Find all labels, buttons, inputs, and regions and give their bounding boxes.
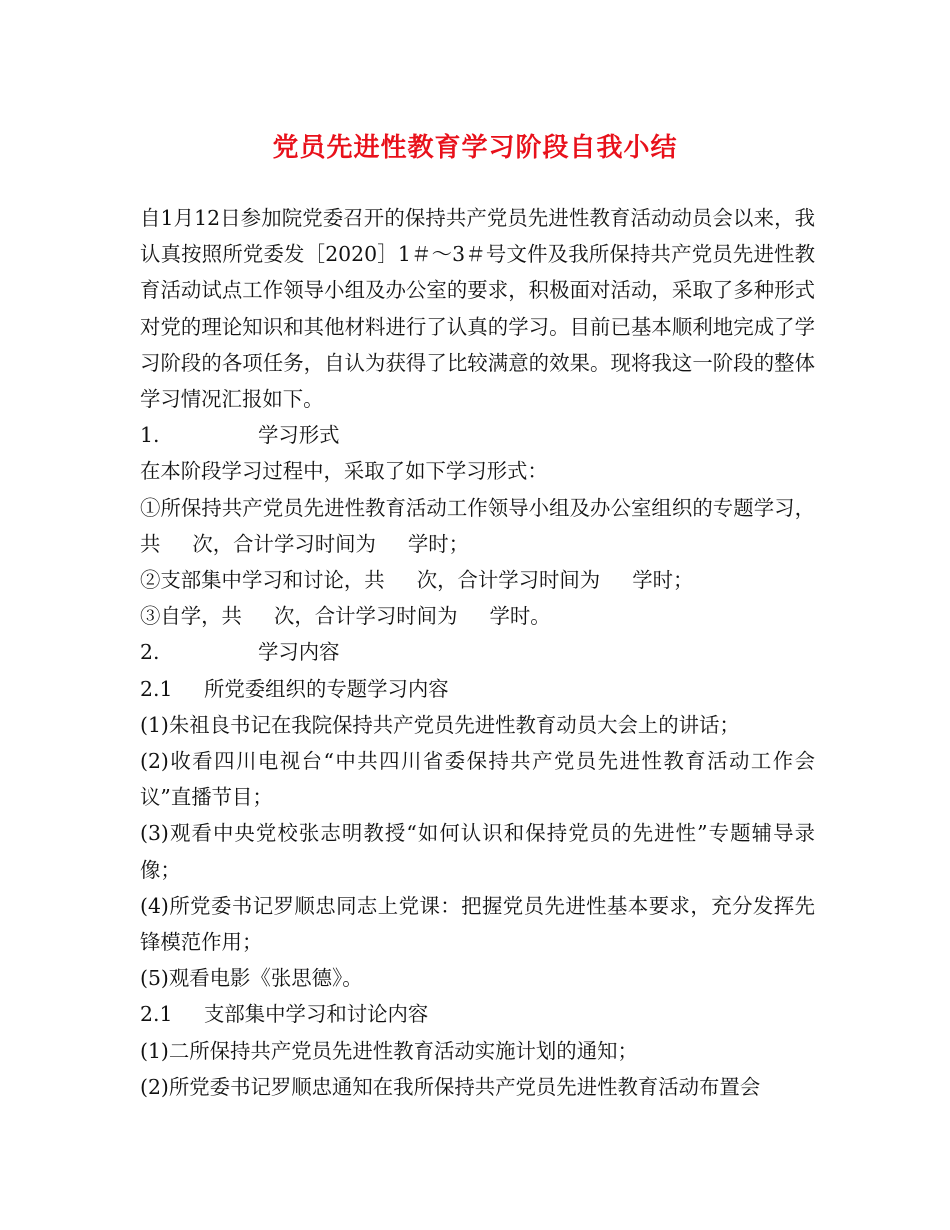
document-title: 党员先进性教育学习阶段自我小结 [272, 133, 678, 163]
list-item: (2)所党委书记罗顺忠通知在我所保持共产党员先进性教育活动布置会 [140, 1074, 761, 1099]
list-item: (4)所党委书记罗顺忠同志上党课：把握党员先进性基本要求，充分发挥先锋模范作用； [140, 893, 815, 955]
list-item: (2)收看四川电视台“中共四川省委保持共产党员先进性教育活动工作会议”直播节目； [140, 749, 815, 810]
list-item: (1)二所保持共产党员先进性教育活动实施计划的通知； [140, 1038, 638, 1063]
subsection-heading [140, 671, 815, 707]
item-text: 学时； [632, 568, 694, 593]
section-lead: 在本阶段学习过程中，采取了如下学习形式： [140, 459, 548, 484]
section-number: 1. [140, 423, 160, 448]
subsection-label: 所党委组织的专题学习内容 [204, 676, 449, 701]
study-form-item-2 [140, 562, 815, 598]
item-text: 学时。 [489, 604, 551, 629]
item-text: 次，合计学习时间为 [192, 531, 376, 556]
section-heading-1 [140, 417, 815, 453]
section-number: 2. [140, 640, 160, 665]
list-item: (1)朱祖良书记在我院保持共产党员先进性教育动员大会上的讲话； [140, 712, 740, 737]
item-text: ①所保持共产党员先进性教育活动工作领导小组及办公室组织的专题学习，共 [140, 495, 815, 556]
item-text: 次，合计学习时间为 [273, 604, 458, 629]
list-item: (3)观看中央党校张志明教授“如何认识和保持党员的先进性”专题辅导录像； [140, 821, 815, 882]
subsection-number: 2.1 [140, 1002, 173, 1027]
item-text: ②支部集中学习和讨论，共 [140, 568, 385, 593]
list-item: (5)观看电影《张思德》。 [140, 966, 363, 991]
item-text: 学时； [407, 531, 470, 556]
subsection-label: 支部集中学习和讨论内容 [204, 1002, 429, 1027]
study-form-item-1 [140, 490, 815, 562]
study-form-item-3 [140, 598, 815, 634]
document-body [140, 200, 815, 1105]
section-label: 学习内容 [258, 640, 340, 665]
item-text: 次，合计学习时间为 [416, 568, 601, 593]
section-label: 学习形式 [258, 423, 340, 448]
item-text: ③自学，共 [140, 604, 242, 629]
intro-paragraph: 自1月12日参加院党委召开的保持共产党员先进性教育活动动员会以来，我认真按照所党委发［2020］1＃～3＃号文件及我所保持共产党员先进性教育活动试点工作领导小组及办公室的要求，积极面对活动，采取了多种形式对党的理论知识和其他材料进行了认真的学习。目前已基本顺利地完成了学习阶段的各项任务，自认为获得了比较满意的效果。现将我这一阶段的整体学习情况汇报如下。 [140, 206, 815, 412]
section-heading-2 [140, 634, 815, 670]
subsection-heading [140, 996, 815, 1032]
subsection-number: 2.1 [140, 676, 173, 701]
